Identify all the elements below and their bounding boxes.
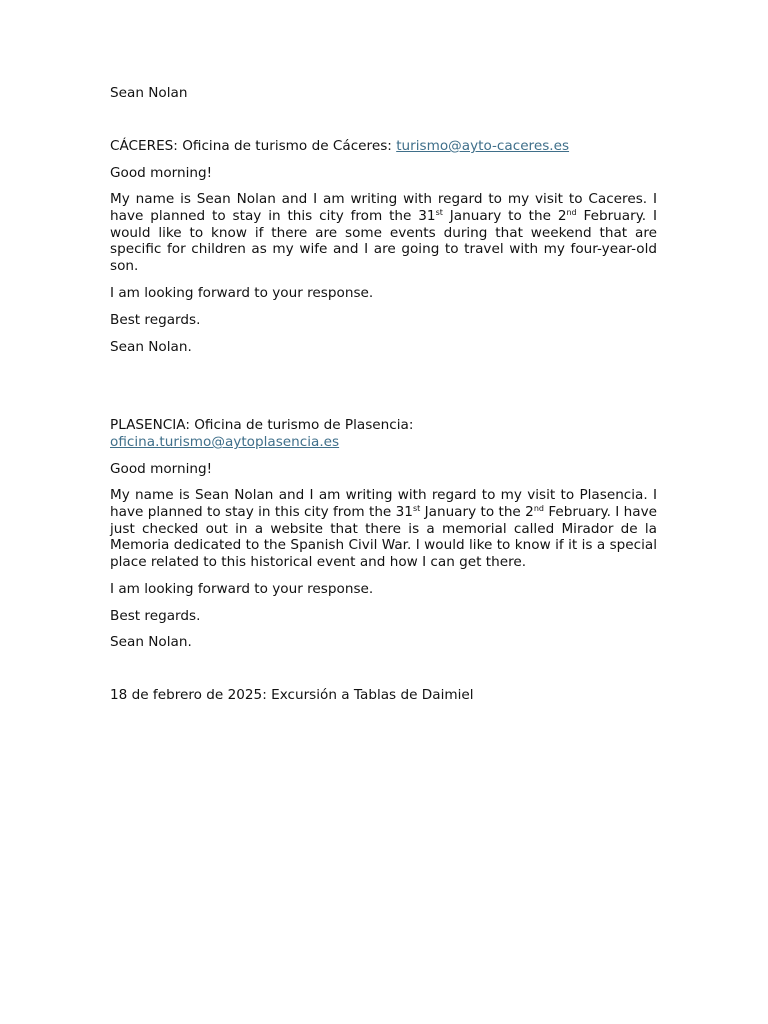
plasencia-body-part1: My name is Sean Nolan and I am writing with regard to my visit to Plasencia. I have planned to stay in this city from the 31 — [110, 487, 657, 520]
excursion-note: 18 de febrero de 2025: Excursión a Tablas de Daimiel — [110, 687, 474, 703]
plasencia-closing-2: Best regards. — [110, 608, 201, 624]
plasencia-body — [110, 487, 657, 571]
plasencia-sup-st: st — [412, 503, 421, 513]
caceres-sup-st: st — [435, 207, 443, 217]
plasencia-heading: PLASENCIA: Oficina de turismo de Plasencia: — [110, 417, 414, 433]
plasencia-sup-nd: nd — [533, 503, 544, 513]
plasencia-email-line — [110, 434, 339, 451]
plasencia-body-part2: January to the 2 — [420, 503, 534, 520]
caceres-email-link[interactable]: turismo@ayto-caceres.es — [396, 138, 570, 154]
caceres-body-part2: January to the 2 — [442, 207, 567, 224]
caceres-sup-nd: nd — [566, 207, 577, 217]
caceres-signature: Sean Nolan. — [110, 339, 192, 355]
plasencia-signature: Sean Nolan. — [110, 634, 192, 650]
plasencia-greeting: Good morning! — [110, 461, 213, 477]
plasencia-email-link[interactable]: oficina.turismo@aytoplasencia.es — [110, 434, 340, 450]
caceres-closing-2: Best regards. — [110, 312, 201, 328]
caceres-closing-1: I am looking forward to your response. — [110, 285, 374, 301]
caceres-body-part3: February. I would like to know if there are some events during that weekend that are specific for children as my wife and I are going to travel with my four-year-old son. — [110, 207, 657, 275]
caceres-body-part1: My name is Sean Nolan and I am writing with regard to my visit to Caceres. I have planned to stay in this city from the 31 — [110, 191, 657, 224]
caceres-heading — [110, 138, 569, 155]
caceres-body — [110, 191, 657, 275]
caceres-heading-text: CÁCERES: Oficina de turismo de Cáceres: — [110, 138, 397, 154]
plasencia-closing-1: I am looking forward to your response. — [110, 581, 374, 597]
caceres-greeting: Good morning! — [110, 165, 213, 181]
author-name: Sean Nolan — [110, 85, 188, 101]
plasencia-body-part3: February. I have just checked out in a website that there is a memorial called Mirador de la Memoria dedicated to the Spanish Civil War. I would like to know if it is a special place related to this historical event and how I can get there. — [110, 503, 657, 571]
